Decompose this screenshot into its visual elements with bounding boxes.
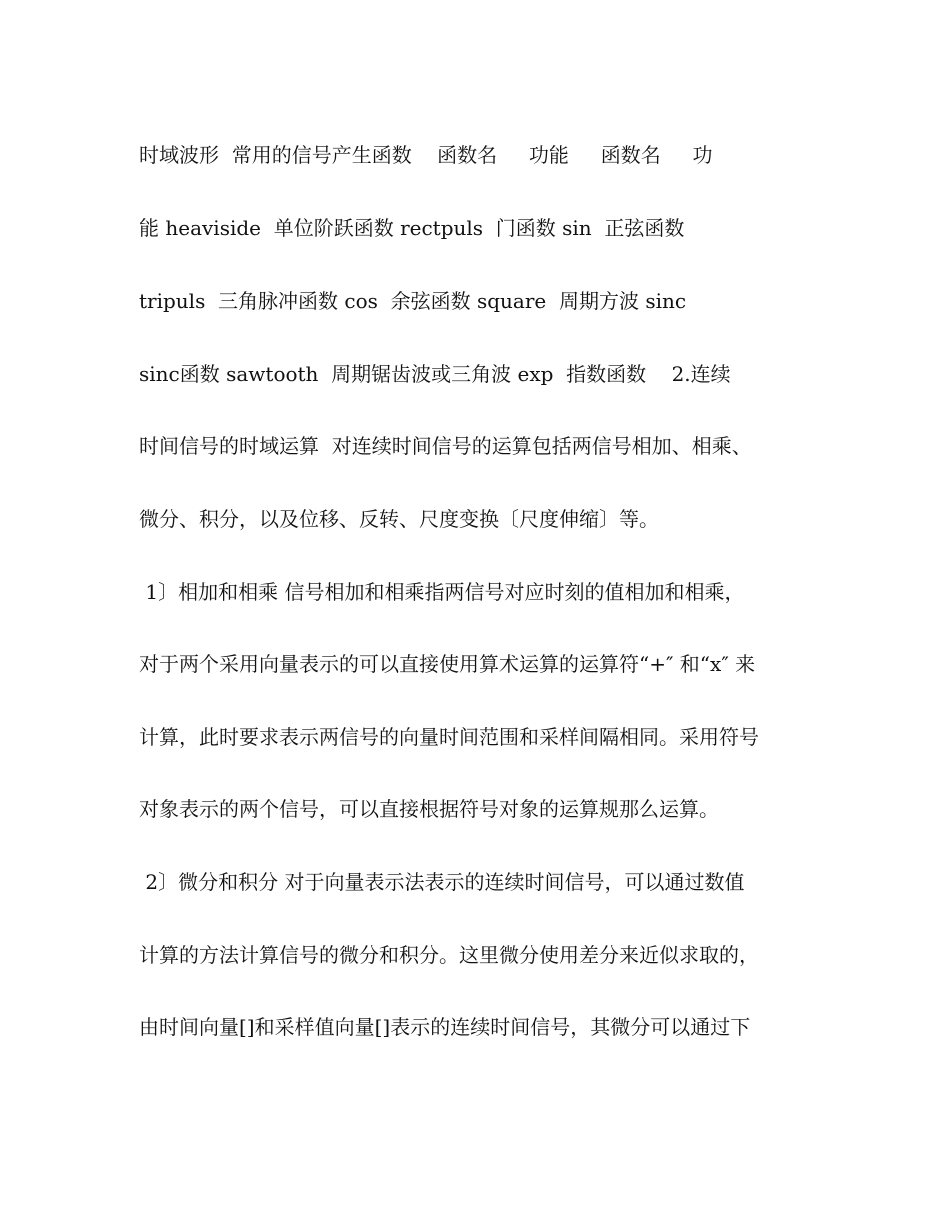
text-line: tripuls 三角脉冲函数 cos 余弦函数 square 周期方波 sinc bbox=[139, 289, 687, 313]
text-line: 时间信号的时域运算 对连续时间信号的运算包括两信号相加、相乘、 bbox=[139, 434, 752, 458]
text-line: 时域波形 常用的信号产生函数 函数名 功能 函数名 功 bbox=[139, 143, 713, 167]
text-line: 由时间向量[]和采样值向量[]表示的连续时间信号，其微分可以通过下 bbox=[139, 1015, 751, 1039]
text-line: 计算，此时要求表示两信号的向量时间范围和采样间隔相同。采用符号 bbox=[139, 725, 759, 749]
text-line: 能 heaviside 单位阶跃函数 rectpuls 门函数 sin 正弦函数 bbox=[139, 216, 685, 240]
text-line: 微分、积分，以及位移、反转、尺度变换〔尺度伸缩〕等。 bbox=[139, 507, 659, 531]
text-line: 对于两个采用向量表示的可以直接使用算术运算的运算符“+″ 和“x″ 来 bbox=[139, 652, 756, 676]
text-line: 对象表示的两个信号，可以直接根据符号对象的运算规那么运算。 bbox=[139, 797, 719, 821]
text-line: sinc函数 sawtooth 周期锯齿波或三角波 exp 指数函数 2.连续 bbox=[139, 362, 731, 386]
text-line: 1〕相加和相乘 信号相加和相乘指两信号对应时刻的值相加和相乘， bbox=[139, 580, 745, 604]
text-line: 计算的方法计算信号的微分和积分。这里微分使用差分来近似求取的， bbox=[139, 943, 759, 967]
text-line: 2〕微分和积分 对于向量表示法表示的连续时间信号，可以通过数值 bbox=[139, 870, 745, 894]
